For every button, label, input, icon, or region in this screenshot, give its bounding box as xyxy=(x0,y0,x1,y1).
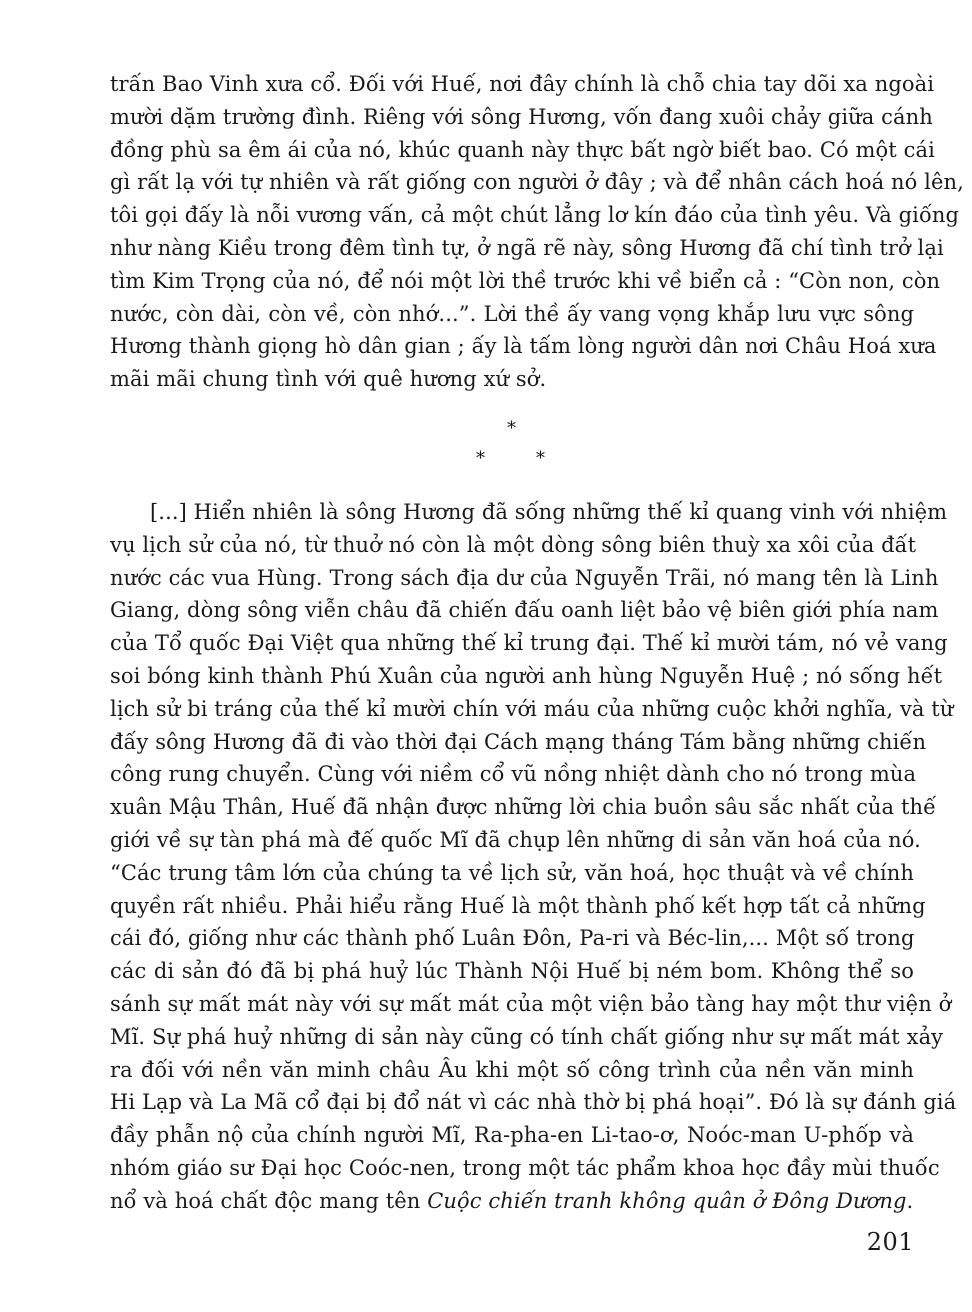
text-line: nhóm giáo sư Đại học Coóc-nen, trong một tác phẩm khoa học đầy mùi thuốc xyxy=(110,1155,940,1180)
text-line: mười dặm trường đình. Riêng với sông Hương, vốn đang xuôi chảy giữa cánh xyxy=(110,104,933,129)
book-title: Cuộc chiến tranh không quân ở Đông Dương xyxy=(427,1188,907,1213)
text-line: nước, còn dài, còn về, còn nhớ...”. Lời thề ấy vang vọng khắp lưu vực sông xyxy=(110,301,914,326)
text-line: đấy sông Hương đã đi vào thời đại Cách mạng tháng Tám bằng những chiến xyxy=(110,729,927,754)
text-line: các di sản đó đã bị phá huỷ lúc Thành Nội Huế bị ném bom. Không thể so xyxy=(110,959,914,984)
separator-star: * xyxy=(507,417,517,439)
text-line: cái đó, giống như các thành phố Luân Đôn, Pa-ri và Béc-lin,... Một số trong xyxy=(110,926,915,951)
page-number: 201 xyxy=(866,1228,914,1256)
text-line: sánh sự mất mát này với sự mất mát của một viện bảo tàng hay một thư viện ở xyxy=(110,991,952,1016)
body-text xyxy=(110,68,964,1218)
text-line: Hi Lạp và La Mã cổ đại bị đổ nát vì các nhà thờ bị phá hoại”. Đó là sự đánh giá xyxy=(110,1090,957,1115)
text-line: xuân Mậu Thân, Huế đã nhận được những lời chia buồn sâu sắc nhất của thế xyxy=(110,795,937,820)
separator-star: * xyxy=(536,447,546,469)
text-line: công rung chuyển. Cùng với niềm cổ vũ nồng nhiệt dành cho nó trong mùa xyxy=(110,762,917,787)
paragraph-2 xyxy=(110,496,957,1185)
text-line: gì rất lạ với tự nhiên và rất giống con người ở đây ; và để nhân cách hoá nó lên, xyxy=(110,170,964,195)
paragraph-2-last-line: nổ và hoá chất độc mang tên Cuộc chiến tranh không quân ở Đông Dương. xyxy=(110,1188,914,1213)
text-line: trấn Bao Vinh xưa cổ. Đối với Huế, nơi đây chính là chỗ chia tay dõi xa ngoài xyxy=(110,72,935,96)
text-line: mãi mãi chung tình với quê hương xứ sở. xyxy=(110,367,547,392)
text-line: Mĩ. Sự phá huỷ những di sản này cũng có tính chất giống như sự mất mát xảy xyxy=(110,1024,944,1049)
text-line: đồng phù sa êm ái của nó, khúc quanh này thực bất ngờ biết bao. Có một cái xyxy=(110,137,935,162)
section-separator xyxy=(110,396,914,496)
text-line: của Tổ quốc Đại Việt qua những thế kỉ trung đại. Thế kỉ mười tám, nó vẻ vang xyxy=(110,631,948,656)
text-line: tôi gọi đấy là nỗi vương vấn, cả một chút lẳng lơ kín đáo của tình yêu. Và giống xyxy=(110,203,960,228)
text-line: ra đối với nền văn minh châu Âu khi một số công trình của nền văn minh xyxy=(110,1057,914,1082)
text-line: nước các vua Hùng. Trong sách địa dư của Nguyễn Trãi, nó mang tên là Linh xyxy=(110,565,939,590)
text-line: lịch sử bi tráng của thế kỉ mười chín với máu của những cuộc khởi nghĩa, và từ xyxy=(110,696,954,721)
text-line: giới về sự tàn phá mà đế quốc Mĩ đã chụp lên những di sản văn hoá của nó. xyxy=(110,827,921,852)
text-line: Giang, dòng sông viễn châu đã chiến đấu oanh liệt bảo vệ biên giới phía nam xyxy=(110,598,939,623)
text-line: như nàng Kiều trong đêm tình tự, ở ngã rẽ này, sông Hương đã chí tình trở lại xyxy=(110,235,944,260)
text-line: [...] Hiển nhiên là sông Hương đã sống những thế kỉ quang vinh với nhiệm xyxy=(150,499,948,524)
paragraph-1 xyxy=(110,68,964,396)
text-line: Hương thành giọng hò dân gian ; ấy là tấm lòng người dân nơi Châu Hoá xưa xyxy=(110,334,937,359)
text-line: soi bóng kinh thành Phú Xuân của người anh hùng Nguyễn Huệ ; nó sống hết xyxy=(110,663,943,688)
text-line: đầy phẫn nộ của chính người Mĩ, Ra-pha-en Li-tao-ơ, Noóc-man U-phốp và xyxy=(110,1123,914,1148)
separator-star: * xyxy=(476,447,486,469)
text-line: “Các trung tâm lớn của chúng ta về lịch sử, văn hoá, học thuật và về chính xyxy=(110,860,914,885)
text-line: vụ lịch sử của nó, từ thuở nó còn là một dòng sông biên thuỳ xa xôi của đất xyxy=(110,532,917,557)
text-line: quyền rất nhiều. Phải hiểu rằng Huế là một thành phố kết hợp tất cả những xyxy=(110,893,926,918)
text-line: tìm Kim Trọng của nó, để nói một lời thề trước khi về biển cả : “Còn non, còn xyxy=(110,268,941,293)
